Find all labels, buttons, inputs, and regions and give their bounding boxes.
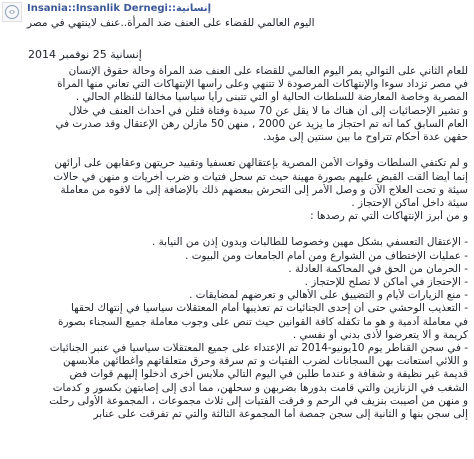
page-name-link[interactable]: Insania::Insanlik Dernegi::إنسانية — [27, 3, 211, 14]
body-line: المصرية وخاصة المعارضة للسلطات الحالية أو التي تتبنى رأيا سياسيا مخالفا للنظام الحالي . — [75, 91, 468, 104]
body-line: - التعذيب الوحشي حتى أن إحدى الجنائيات تم تعذيبها أمام المعتقلات سياسيا في إنتهاك لحقها — [71, 302, 468, 315]
body-line: في مصر تزداد سوءا والإنتهاكات المرصودة لا تتنهي وعلى رأسها الإنتهاكات التي تعاني منها المرأة — [57, 78, 468, 91]
body-line: قديمة غير نظيفة و شفافة و عندما طلبن في اليوم التالي ملابس أخرى أدخلوا إليهم قوات فض — [69, 368, 468, 381]
body-line: إنما أيضا ألقت القبض عليهم بصورة مهينة حيث تم سحل فتيات و ضرب أخريات و منهن في حالات — [53, 170, 468, 183]
body-line: و منهن من أصيبت بنزيف في الرحم و فرقت الفتيات إلى ثلاث مجموعات ، المجموعة الأولى رحلت — [49, 394, 468, 407]
body-line: إلى سجن بنها و الثانية إلى سجن جمصة أما المجموعة الثالثة والتي تم تفرقت على عنابر — [93, 407, 468, 420]
post-body — [6, 65, 468, 421]
body-line: العام السابق كما أنه تم احتجاز ما يزيد عن 2000 , منهن 50 مازلن رهن الإعتقال وقد صدرت في — [55, 117, 468, 130]
post-header — [0, 0, 474, 40]
body-line: في معاملة آدمية و هو ما تكفله كافة القوانين حيث تنص على وجوب معاملة جميع السجناء بصورة — [58, 315, 468, 328]
body-line: و تشير الإحصائيات إلى أن هناك ما لا يقل عن 70 سيدة وفتاة قتلن في أحداث العنف في خلال — [68, 104, 468, 117]
body-line: للعام الثاني على التوالي يمر اليوم العالمي للقضاء على العنف ضد المرأة وحالة حقوق الإنسان — [68, 65, 468, 77]
body-line: سيئة و تحت العلاج الآن و وصل الأمر إلى التحرش ببعضهم ذلك بالإضافة إلى ما لاقوه من معاملة — [60, 183, 468, 196]
paragraph-gap — [6, 223, 468, 236]
body-line: - منع الزيارات لأيام و التضييق على الأهالي و تعرضهم لمضايقات . — [189, 289, 468, 302]
insania-logo-icon — [4, 4, 20, 20]
body-line: - عمليات الإختطاف من الشوارع ومن أمام الجامعات ومن البيوت . — [185, 249, 468, 262]
body-line: - الحرمان من الحق في المحاكمة العادلة . — [288, 262, 468, 275]
post-title: اليوم العالمي للقضاء على العنف ضد المرأة..عنف لاينتهي في مصر — [27, 17, 315, 29]
body-line: و لم تكتفي السلطات وقوات الأمن المصرية بإعتقالهن تعسفيا وتقييد حريتهن وعقابهن على أرائهن — [54, 157, 468, 170]
body-line: الشغب في الزنازين والتي قامت بدورها بضربهن و سحلهن، مما أدى إلى إصابتهن بكسور و كدمات — [52, 381, 468, 394]
post-date: إنسانية 25 نوفمبر 2014 — [28, 48, 142, 61]
body-line: - في سجن القناطر يوم 10يونيو-2014 تم الإعتداء على جميع المعتقلات سياسيا في عنبر الجنائيات — [49, 341, 468, 354]
body-line: - الإحتجاز في أماكن لا تصلح للإحتجاز . — [304, 276, 468, 288]
paragraph-gap — [6, 144, 468, 157]
body-line: سيئة داخل أماكن الإحتجاز . — [351, 196, 468, 209]
body-line: - الإعتقال التعسفي بشكل مهين وخصوصا للطالبات وبدون إذن من النيابة . — [152, 236, 468, 249]
body-line: كريمة و ألا يتعرضوا لأذى بدني أو نفسي . — [292, 328, 468, 341]
page-avatar[interactable] — [2, 2, 22, 22]
body-line: و اللائي استعانت بهن السجانات لضرب الفتيات و تم سرقة وحرق متعلقاتهم وأغطائهن ملابسهن — [62, 355, 468, 368]
body-line: حقهن عدة أحكام تتراوح ما بين سنتين إلى مؤبد. — [263, 130, 468, 143]
body-line: و من أبرز الإنتهاكات التي تم رصدها : — [310, 210, 468, 223]
